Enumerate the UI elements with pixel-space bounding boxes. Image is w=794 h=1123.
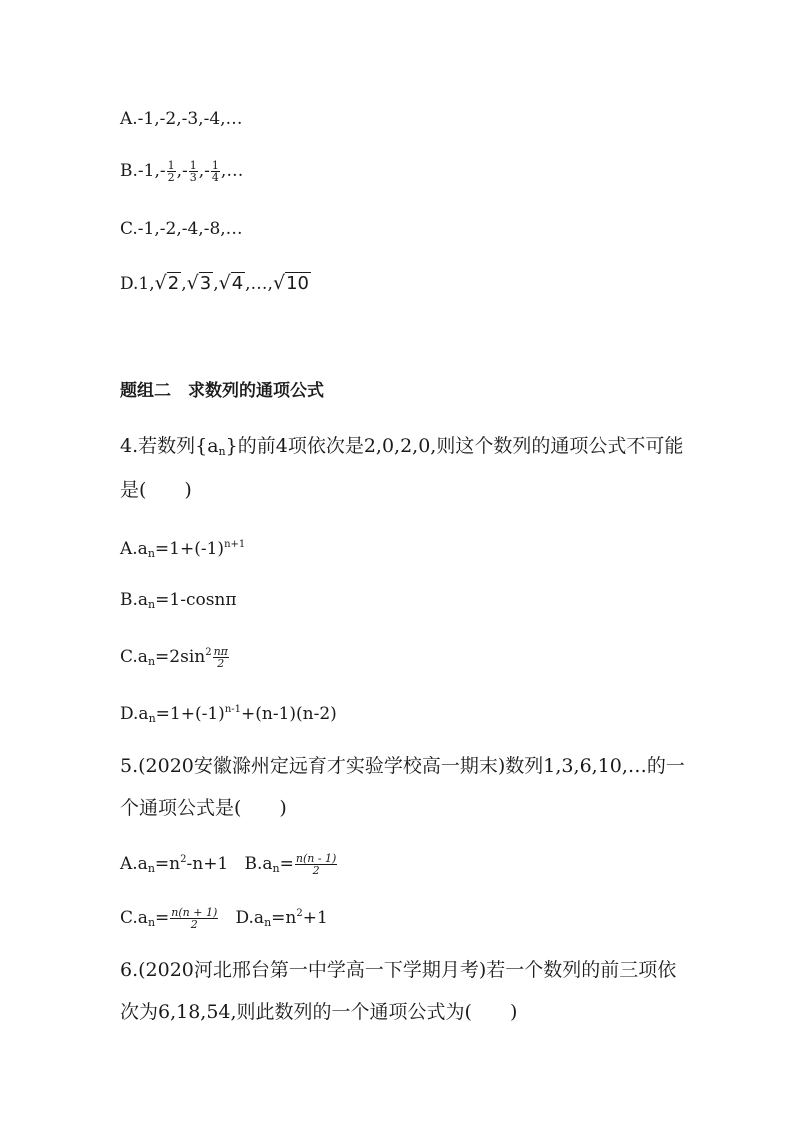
- q3-option-c: C.-1,-2,-4,-8,…: [120, 219, 243, 239]
- option-prefix: B.a: [120, 590, 149, 610]
- q3-option-b: [120, 160, 243, 183]
- option-prefix: C.a: [120, 647, 148, 667]
- radicand: 4: [231, 273, 244, 294]
- q6-stem-line1: 6.(2020河北邢台第一中学高一下学期月考)若一个数列的前三项依: [120, 959, 677, 981]
- subscript: n: [147, 547, 155, 560]
- denominator: 4: [211, 171, 219, 184]
- subscript: n: [147, 916, 156, 929]
- separator: ,-: [176, 161, 188, 181]
- fraction: [189, 160, 198, 183]
- denominator: 2: [167, 171, 175, 184]
- numerator: nπ: [213, 645, 228, 658]
- subscript: n: [147, 655, 156, 668]
- option-text-rest: -n+1: [186, 854, 229, 874]
- fraction: [213, 646, 229, 669]
- q3-option-b-prefix: B.-1,-: [120, 161, 166, 181]
- option-text: =2sin: [155, 647, 206, 667]
- fraction: [295, 853, 337, 876]
- option-prefix: C.a: [120, 908, 148, 928]
- q6-stem-line2: 次为6,18,54,则此数列的一个通项公式为( ): [120, 1001, 518, 1023]
- separator: ,-: [198, 161, 210, 181]
- option-prefix: A.a: [120, 854, 148, 874]
- q4-option-a: [120, 534, 245, 565]
- numerator: n(n + 1): [171, 906, 218, 919]
- fraction: [167, 160, 176, 183]
- q3-option-a: A.-1,-2,-3,-4,…: [120, 109, 243, 129]
- subscript: n: [148, 598, 156, 611]
- radicand: 2: [167, 273, 180, 294]
- section-title: 题组二 求数列的通项公式: [120, 381, 324, 401]
- radicand: 3: [199, 273, 212, 294]
- q4-stem-line2: 是( ): [120, 479, 192, 501]
- q5-option-d: [235, 908, 327, 928]
- q4-option-b: [120, 589, 237, 616]
- option-prefix: A.a: [120, 539, 148, 559]
- q5-option-b: [244, 852, 338, 877]
- subscript: n: [148, 712, 156, 725]
- q5-stem-line2: 个通项公式是( ): [120, 797, 287, 819]
- q3-option-d: D.1,√2 ,√3 ,√4 ,…,√10: [120, 272, 309, 294]
- fraction: [211, 160, 220, 183]
- superscript: 2: [296, 908, 303, 919]
- superscript: 2: [180, 854, 187, 865]
- superscript: n-1: [224, 704, 241, 715]
- radicand: 10: [286, 273, 309, 294]
- subscript: n: [218, 445, 226, 458]
- q4-stem-text: 4.若数列{a: [120, 435, 219, 457]
- q4-option-d: [120, 699, 337, 730]
- suffix: ,…: [220, 161, 244, 181]
- q4-stem-text-rest: }的前4项依次是2,0,2,0,则这个数列的通项公式不可能: [225, 435, 684, 457]
- q4-stem-line1: [120, 434, 683, 464]
- q5-option-c: [120, 906, 219, 931]
- denominator: 2: [170, 918, 218, 930]
- numerator: 1: [211, 159, 219, 172]
- q5-option-a: [120, 854, 228, 874]
- numerator: 1: [189, 159, 197, 172]
- denominator: 2: [213, 657, 229, 669]
- equals: =: [279, 854, 294, 874]
- option-text-rest: +(n-1)(n-2): [241, 704, 337, 724]
- option-text: =n: [154, 854, 181, 874]
- sqrt-symbol: √4: [218, 272, 244, 294]
- option-text: =1-cosnπ: [155, 590, 237, 610]
- fraction: [170, 907, 218, 930]
- sqrt-symbol: √10: [272, 272, 309, 294]
- option-prefix: D.a: [235, 908, 265, 928]
- superscript: n+1: [224, 539, 246, 550]
- subscript: n: [147, 862, 155, 875]
- option-prefix: B.a: [244, 854, 273, 874]
- subscript: n: [264, 916, 272, 929]
- option-prefix: D.a: [120, 704, 149, 724]
- denominator: 2: [295, 864, 337, 876]
- q5-stem-line1: 5.(2020安徽滁州定远育才实验学校高一期末)数列1,3,6,10,…的一: [120, 755, 685, 777]
- sqrt-symbol: √3: [186, 272, 212, 294]
- q3-option-d-prefix: D.1,: [120, 274, 155, 294]
- option-text: =n: [271, 908, 297, 928]
- option-text-rest: +1: [302, 908, 328, 928]
- subscript: n: [272, 862, 280, 875]
- q4-option-c: [120, 642, 230, 673]
- sqrt-symbol: √2: [154, 272, 180, 294]
- separator: ,…,: [245, 274, 273, 294]
- q5-options-row2: [120, 903, 328, 934]
- option-text: =1+(-1): [154, 539, 225, 559]
- equals: =: [155, 908, 170, 928]
- q5-options-row1: [120, 849, 338, 880]
- denominator: 3: [189, 171, 197, 184]
- numerator: n(n - 1): [295, 852, 337, 865]
- numerator: 1: [167, 159, 175, 172]
- option-text: =1+(-1): [155, 704, 225, 724]
- superscript: 2: [205, 647, 212, 658]
